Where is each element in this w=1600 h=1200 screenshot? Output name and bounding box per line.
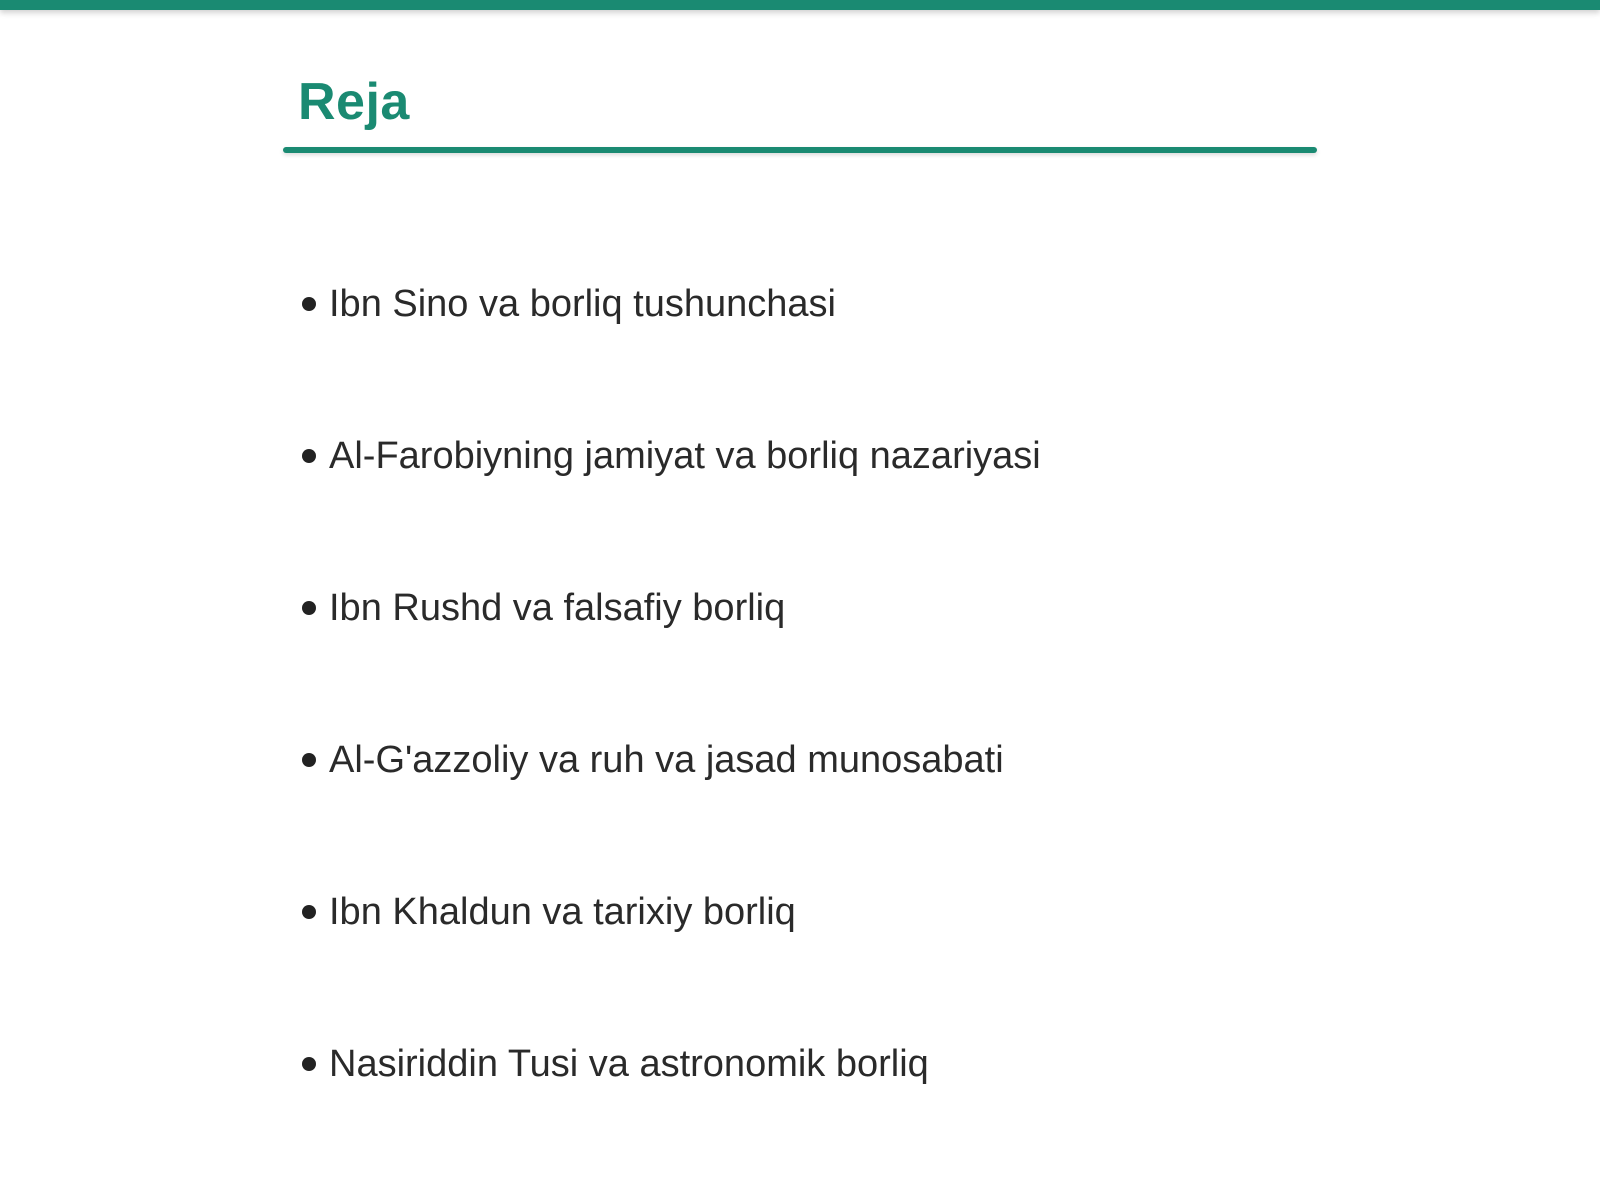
bullet-icon: [302, 449, 316, 463]
list-item: [300, 274, 1500, 426]
plan-list: [300, 274, 1500, 1186]
slide-title: Reja: [298, 73, 410, 131]
bullet-icon: [302, 297, 316, 311]
list-item-text: Al-Farobiyning jamiyat va borliq nazariyasi: [329, 435, 1041, 477]
bullet-icon: [302, 905, 316, 919]
list-item: [300, 426, 1500, 578]
title-underline: [283, 147, 1317, 153]
list-item-text: Al-G'azzoliy va ruh va jasad munosabati: [329, 739, 1004, 781]
list-item: [300, 730, 1500, 882]
list-item-text: Nasiriddin Tusi va astronomik borliq: [329, 1043, 929, 1085]
list-item-text: Ibn Khaldun va tarixiy borliq: [329, 891, 796, 933]
bullet-icon: [302, 1057, 316, 1071]
list-item: [300, 578, 1500, 730]
list-item: [300, 882, 1500, 1034]
list-item: [300, 1034, 1500, 1186]
list-item-text: Ibn Sino va borliq tushunchasi: [329, 283, 836, 325]
bullet-icon: [302, 601, 316, 615]
list-item-text: Ibn Rushd va falsafiy borliq: [329, 587, 786, 629]
bullet-icon: [302, 753, 316, 767]
